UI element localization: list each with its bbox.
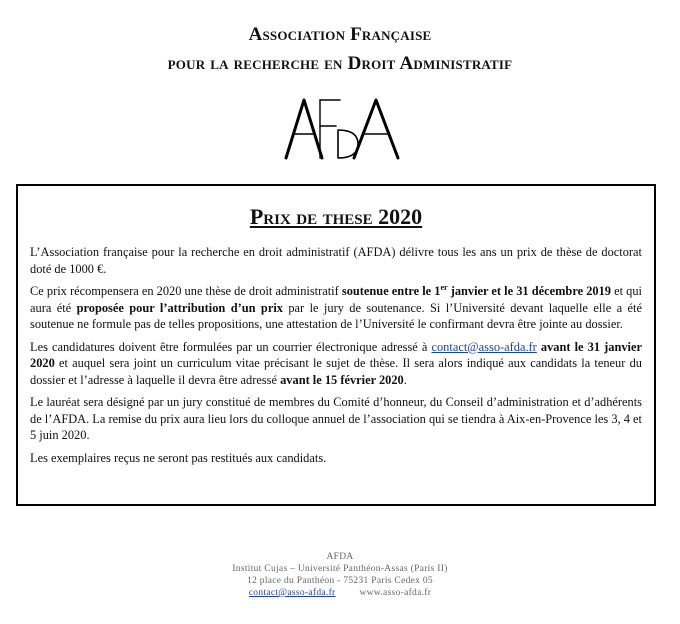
association-subtitle: pour la recherche en Droit Administratif bbox=[167, 53, 513, 74]
superscript: er bbox=[440, 282, 448, 292]
paragraph-jury: Le lauréat sera désigné par un jury constitué de membres du Comité d’honneur, du Conseil d’administration et d’adhérents de l’AFDA. La remise du prix aura lieu lors du colloque annuel de l’association qui se tiendra à Aix-en-Provence les 3, 4 et 5 juin 2020. bbox=[30, 395, 642, 442]
footer-email-link[interactable]: contact@asso-afda.fr bbox=[248, 588, 336, 598]
text-segment: Ce prix récompensera en 2020 une thèse de droit administratif bbox=[30, 284, 342, 298]
footer-name: AFDA bbox=[326, 552, 354, 562]
footer-contact-row bbox=[0, 587, 680, 599]
paragraph-application bbox=[30, 339, 642, 389]
paragraph-copies: Les exemplaires reçus ne seront pas restitués aux candidats. bbox=[30, 450, 327, 465]
footer-address: 12 place du Panthéon - 75231 Paris Cedex 05 bbox=[247, 576, 433, 586]
text-segment: soutenue entre le 1 bbox=[341, 284, 441, 298]
text-segment: et auquel sera joint un curriculum vitae précisant le sujet de thèse. Il sera alors indiqué aux candidats la teneur du dossier et l’adresse à laquelle il devra être adressé bbox=[30, 356, 642, 387]
contact-email-link[interactable]: contact@asso-afda.fr bbox=[431, 339, 537, 354]
bold-segment: avant le 15 février 2020 bbox=[280, 372, 404, 387]
text-segment: . bbox=[403, 372, 407, 387]
afda-logo bbox=[282, 96, 402, 162]
text-segment: et qui aura été bbox=[30, 284, 642, 315]
page-header bbox=[0, 22, 680, 76]
footer-website[interactable]: www.asso-afda.fr bbox=[359, 588, 432, 598]
text-segment: Les candidatures doivent être formulées par un courrier électronique adressé à bbox=[30, 339, 432, 354]
prize-notice-box bbox=[16, 184, 656, 506]
bold-segment: proposée pour l’attribution d’un prix bbox=[76, 300, 283, 315]
text-segment: par le jury de soutenance. Si l’Université devant laquelle elle a été soutenue ne formule pas de telles propositions, une attestation de l’Université le confirmant devra être jointe au dossier. bbox=[30, 300, 642, 331]
bold-segment: avant le 31 janvier 2020 bbox=[30, 339, 642, 370]
paragraph-eligibility bbox=[30, 283, 642, 333]
prize-title: Prix de these 2020 bbox=[249, 204, 423, 229]
paragraph-intro: L’Association française pour la recherche en droit administratif (AFDA) délivre tous les ans un prix de thèse de doctorat doté de 1000 €. bbox=[30, 245, 642, 276]
footer-institution: Institut Cujas – Université Panthéon-Assas (Paris II) bbox=[232, 564, 448, 574]
text-segment: janvier et le 31 décembre 2019 bbox=[447, 284, 611, 298]
page-footer bbox=[0, 551, 680, 599]
bold-segment bbox=[342, 284, 611, 298]
association-name: Association Française bbox=[248, 24, 432, 45]
